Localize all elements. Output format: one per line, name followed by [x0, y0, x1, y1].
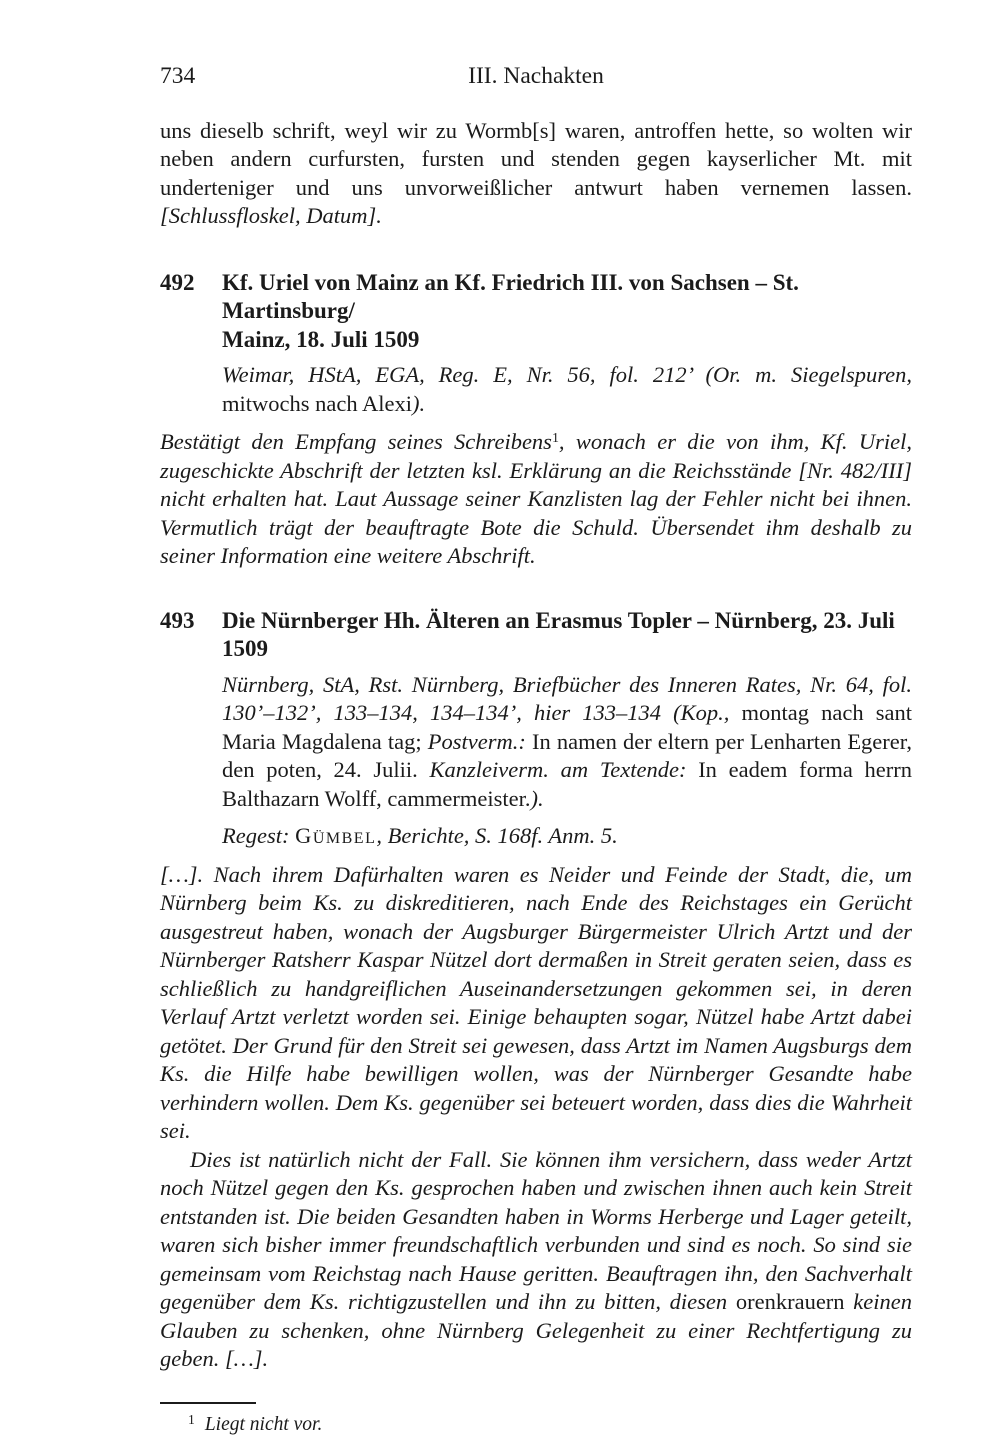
entry-493-body2-quoted-word: orenkrauern [735, 1289, 845, 1314]
entry-493-source-close: ). [530, 785, 544, 811]
footnote-1 [160, 1408, 912, 1437]
entry-493-title: Die Nürnberger Hh. Älteren an Erasmus Topler – Nürnberg, 23. Juli 1509 [222, 607, 895, 661]
entry-493-source-kanzleiverm-label: Kanzleiverm. am Textende: [429, 757, 687, 782]
regest-author: Gümbel [295, 823, 377, 848]
entry-493-source-postverm-label: Postverm.: [427, 728, 526, 754]
footnote-1-text: Liegt nicht vor. [204, 1413, 323, 1435]
entry-493-body2-text1: Dies ist natürlich nicht der Fall. Sie können ihm versichern, dass weder Artzt noch Nützel gegen den Ks. gesprochen haben und zwischen ihnen auch kein Streit entstanden ist. Die beiden Gesandten haben in Worms Herberge und Lager geteilt, waren sich bisher immer freundschaftlich verbunden und sind es noch. So sind sie gemeinsam vom Reichstag nach Hause geritten. Beauftragen ihn, den Sachverhalt gegenüber dem Ks. richtigzustellen und ihn zu bitten, diesen [160, 1146, 912, 1314]
entry-493-body-paragraph-2 [160, 1146, 912, 1374]
footnote-1-marker: 1 [188, 1411, 195, 1427]
entry-493-source-date: montag nach sant Maria Magdalena tag; [222, 700, 912, 754]
intro-closing-formula: [Schlussfloskel, Datum]. [160, 203, 382, 228]
entry-492-summary [160, 428, 912, 571]
footnote-rule [160, 1402, 256, 1404]
entry-493-body2-text2: keinen Glauben zu schenken, ohne Nürnberg Gelegenheit zu einer Rechtfertigung zu geben. […]. [160, 1289, 912, 1371]
running-head [160, 62, 912, 91]
footnote-block [160, 1402, 912, 1437]
entry-493-source-postverm-text: In namen der eltern per Lenharten Egerer, den poten, 24. Julii. [222, 728, 912, 782]
entry-493-source [222, 671, 912, 814]
entry-493 [160, 607, 912, 1374]
entry-493-body-paragraph-1: […]. Nach ihrem Dafürhalten waren es Neider und Feinde der Stadt, die, um Nürnberg beim Ks. zu diskreditieren, nach Ende des Reichstages ein Gerücht ausgestreut haben, wonach der Augsburger Bürgermeister Ulrich Artzt und der Nürnberger Ratsherr Kaspar Nützel dort dermaßen in Streit geraten seien, dass es schließlich zu handgreiflichen Auseinandersetzungen gekommen sei, in deren Verlauf Artzt verletzt worden sei. Einige behaupten sogar, Nützel habe Artzt dabei getötet. Der Grund für den Streit sei gewesen, dass Artzt im Namen Augsburgs dem Ks. die Hilfe habe bewilligen wollen, was der Nürnberger Gesandte habe verhindern wollen. Dem Ks. gegenüber sei beteuert worden, dass dies die Wahrheit sei. [160, 861, 912, 1143]
entry-492-source-archive: Weimar, HStA, EGA, Reg. E, Nr. 56, fol. 212’ (Or. m. Siegelspuren, [222, 362, 912, 387]
entry-492-number: 492 [160, 269, 195, 295]
regest-separator: , [376, 823, 388, 848]
entry-492-summary-text1: Bestätigt den Empfang seines Schreibens [160, 429, 552, 454]
entry-493-heading [160, 607, 912, 664]
entry-492-summary-text2: , wonach er die von ihm, Kf. Uriel, zugeschickte Abschrift der letzten ksl. Erklärung an die Reichsstände [Nr. 482/III] nicht erhalten hat. Laut Aussage seiner Kanzlisten lag der Fehler nicht bei ihnen. Vermutlich trägt der beauftragte Bote die Schuld. Übersendet ihm deshalb zu seiner Information eine weitere Abschrift. [160, 429, 912, 568]
entry-492-title-line2: Mainz, 18. Juli 1509 [222, 326, 420, 352]
intro-text: uns dieselb schrift, weyl wir zu Wormb[s] waren, antroffen hette, so wolten wir neben andern curfursten, fursten und stenden gegen kayserlicher Mt. mit underteniger und uns unvorweißlicher antwurt haben vernemen lassen. [160, 117, 912, 200]
entry-492-source [222, 361, 912, 418]
entry-492-source-close: ). [411, 390, 426, 416]
entry-493-source-kanzleiverm-text: In eadem forma herrn Balthazarn Wolff, cammermeister. [222, 757, 913, 811]
running-header-title: III. Nachakten [468, 63, 604, 89]
entry-492 [160, 269, 912, 571]
entry-493-regest [222, 822, 912, 851]
footnote-reference-1: 1 [551, 431, 559, 446]
entry-492-source-date: mitwochs nach Alexi [222, 390, 412, 416]
regest-citation: Berichte, S. 168f. Anm. 5. [387, 823, 618, 848]
entry-492-heading [160, 269, 912, 355]
intro-paragraph [160, 117, 912, 231]
entry-493-source-archive: Nürnberg, StA, Rst. Nürnberg, Briefbücher des Inneren Rates, Nr. 64, fol. 130’–132’, 133–134, 134–134’, hier 133–134 (Kop., [222, 671, 912, 725]
regest-label: Regest: [222, 823, 296, 848]
entry-492-title-line1: Kf. Uriel von Mainz an Kf. Friedrich III. von Sachsen – St. Martinsburg/ [222, 269, 799, 323]
entry-493-number: 493 [160, 607, 195, 633]
entry-492-title [222, 269, 912, 355]
page-number: 734 [160, 63, 196, 89]
